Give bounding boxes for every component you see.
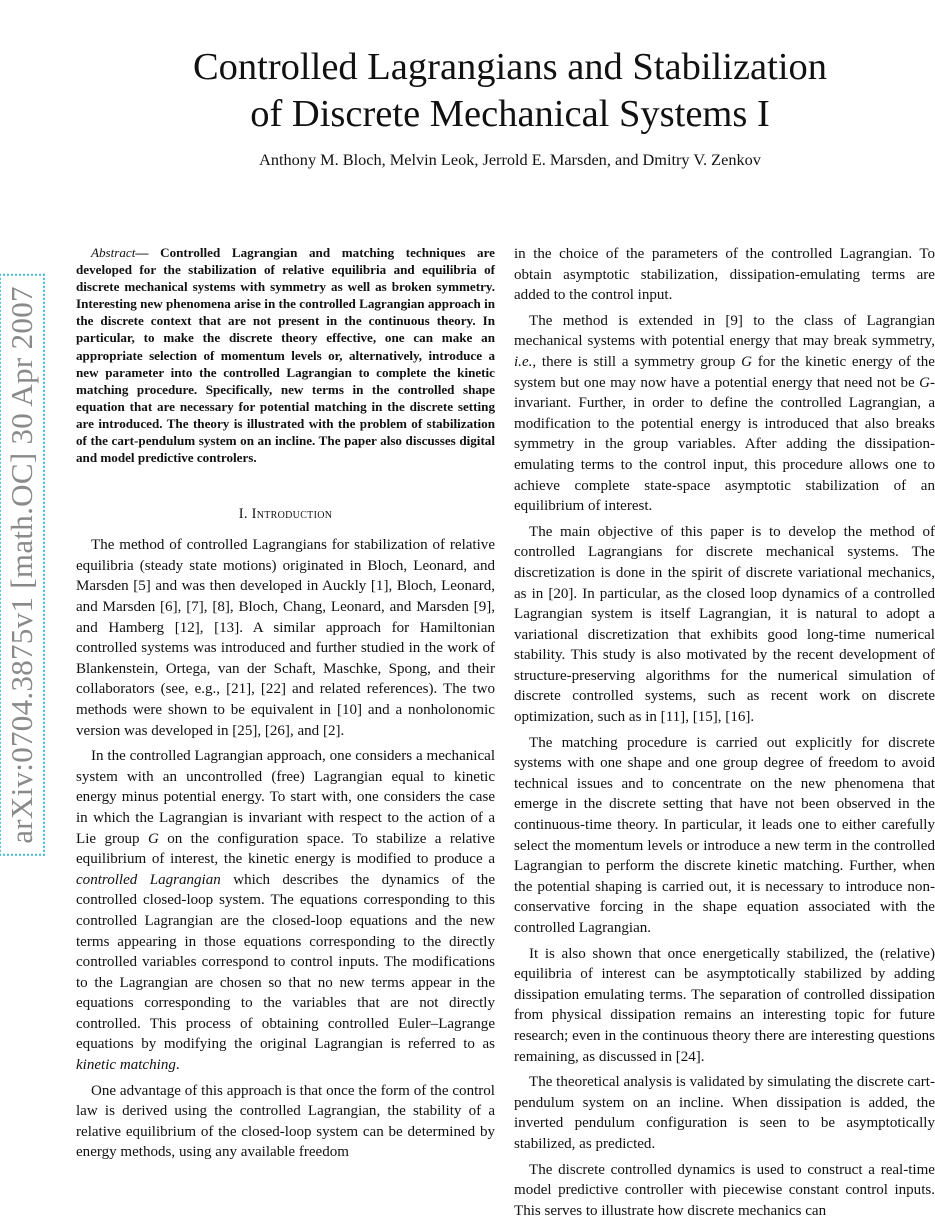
right-paragraph-1: in the choice of the parameters of the controlled Lagrangian. To obtain asymptotic stabilization, dissipation-emulating terms are added to the control input. [514, 246, 935, 304]
right-paragraph-6: The theoretical analysis is validated by simulating the discrete cart-pendulum system on an incline. When dissipation is added, the inverted pendulum configuration is seen to be asymptotically stabilized, as predicted. [514, 1074, 935, 1152]
math-symbol-G: G [919, 374, 930, 391]
intro-paragraph-1: The method of controlled Lagrangians for stabilization of relative equilibria (steady state motions) originated in Bloch, Leonard, and Marsden [5] and was then developed in Auckly [1], Bloch, Leonard, and Marsden [6], [7], [8], Bloch, Chang, Leonard, and Marsden [9], and Hamberg [12], [13]. A similar approach for Hamiltonian controlled systems was introduced and further studied in the work of Blankenstein, Ortega, van der Schaft, Maschke, Spong, and their collaborators (see, e.g., [21], [22] and related references). The two methods were shown to be equivalent in [10] and a nonholonomic version was developed in [25], [26], and [2]. [76, 537, 495, 739]
right-paragraph-5: It is also shown that once energetically stabilized, the (relative) equilibria of interest can be asymptotically stabilized by adding dissipation emulating terms. The separation of controlled dissipation from physical dissipation remains an interesting topic for future research; even in the continuous theory there are interesting questions remaining, as discussed in [24]. [514, 945, 935, 1065]
arxiv-sidebar [0, 250, 50, 880]
intro-paragraph-3: One advantage of this approach is that once the form of the control law is derived using the controlled Lagrangian, the stability of a relative equilibrium of the closed-loop system can be determined by energy methods, using any available freedom [76, 1082, 495, 1161]
abstract [76, 244, 495, 466]
emphasis-ie: i.e. [514, 353, 533, 370]
text-run: . [175, 1057, 180, 1074]
right-paragraph-4: The matching procedure is carried out explicitly for discrete systems with one shape and one group degree of freedom to avoid technical issues and to concentrate on the new phenomena that emerge in the discrete setting that have not been observed in the continuous-time theory. In particular, it leads one to either carefully select the momentum levels or introduce a new term in the controlled Lagrangian to perform the discrete kinetic matching. Further, when the potential shaping is carried out, it is necessary to introduce non-conservative forcing in the shape equation associated with the controlled Lagrangian. [514, 734, 935, 936]
math-symbol-G: G [741, 353, 752, 370]
title-line-2: of Discrete Mechanical Systems I [250, 93, 770, 135]
text-run: -invariant. Further, in order to define the controlled Lagrangian, a modification to the potential energy is introduced that also breaks symmetry in the group variables. After adding the dissipation-emulating terms to the control input, this procedure allows one to achieve complete state-space asymptotic stabilization of an equilibrium of interest. [514, 374, 935, 515]
arxiv-identifier: arXiv:0704.3875v1 [math.OC] 30 Apr 2007 [0, 274, 45, 856]
emphasis-controlled-lagrangian: controlled Lagrangian [76, 871, 221, 888]
text-run: for the kinetic energy of the system but one may now have a potential energy that need not be [514, 353, 935, 391]
text-run: In the controlled Lagrangian approach, one considers a mechanical system with an uncontrolled (free) Lagrangian equal to kinetic energy minus potential energy. To start with, one considers the case in which the Lagrangian is invariant with respect to the action of a Lie group [76, 748, 495, 847]
right-paragraph-2 [514, 311, 935, 517]
paper-title [130, 44, 890, 138]
intro-paragraph-2 [76, 746, 495, 1076]
right-paragraph-3: The main objective of this paper is to develop the method of controlled Lagrangians for discrete mechanical systems. The discretization is done in the spirit of discrete variational mechanics, as in [20]. In particular, as the closed loop dynamics of a controlled Lagrangian system is itself Lagrangian, it is natural to adopt a variational discretization that exhibits good long-time numerical stability. This study is also motivated by the recent development of structure-preserving algorithms for the numerical simulation of discrete controlled systems, such as recent work on discrete optimization, such as in [11], [15], [16]. [514, 523, 935, 726]
text-run: which describes the dynamics of the controlled closed-loop system. The equations corresponding to this controlled Lagrangian are the closed-loop equations and the new terms appearing in those equations corresponding to the directly controlled variables correspond to control inputs. The modifications to the Lagrangian are chosen so that no new terms appear in the equations corresponding to the variables that are not directly controlled. This process of obtaining controlled Euler–Lagrange equations by modifying the original Lagrangian is referred to as [76, 871, 495, 1053]
abstract-label: Abstract [91, 245, 136, 260]
author-list: Anthony M. Bloch, Melvin Leok, Jerrold E. Marsden, and Dmitry V. Zenkov [259, 150, 761, 169]
right-column [514, 244, 935, 1221]
section-heading-introduction: I. Introduction [238, 506, 333, 523]
right-paragraph-7: The discrete controlled dynamics is used to construct a real-time model predictive controller with piecewise constant control inputs. This serves to illustrate how discrete mechanics can [514, 1161, 935, 1219]
math-symbol-G: G [147, 830, 159, 847]
text-run: The method is extended in [9] to the class of Lagrangian mechanical systems with potential energy that may break symmetry, [514, 312, 935, 350]
abstract-text: — Controlled Lagrangian and matching techniques are developed for the stabilization of relative equilibria and equilibria of discrete mechanical systems with symmetry as well as broken symmetry. Interesting new phenomena arise in the controlled Lagrangian approach in the discrete context that are not present in the continuous theory. In particular, to make the discrete theory effective, one can make an appropriate selection of momentum levels or, alternatively, introduce a new parameter into the controlled Lagrangian to complete the kinetic matching procedure. Specifically, new terms in the controlled shape equation that are necessary for potential matching in the discrete setting are introduced. The theory is illustrated with the problem of stabilization of the cart-pendulum system on an incline. The paper also discusses digital and model predictive controlers. [76, 245, 495, 466]
title-line-1: Controlled Lagrangians and Stabilization [192, 46, 828, 88]
text-run: on the configuration space. To stabilize a relative equilibrium of interest, the kinetic energy is modified to produce a [76, 830, 495, 868]
emphasis-kinetic-matching: kinetic matching [76, 1057, 176, 1074]
text-run: , there is still a symmetry group [532, 353, 742, 370]
left-column [76, 244, 495, 1163]
